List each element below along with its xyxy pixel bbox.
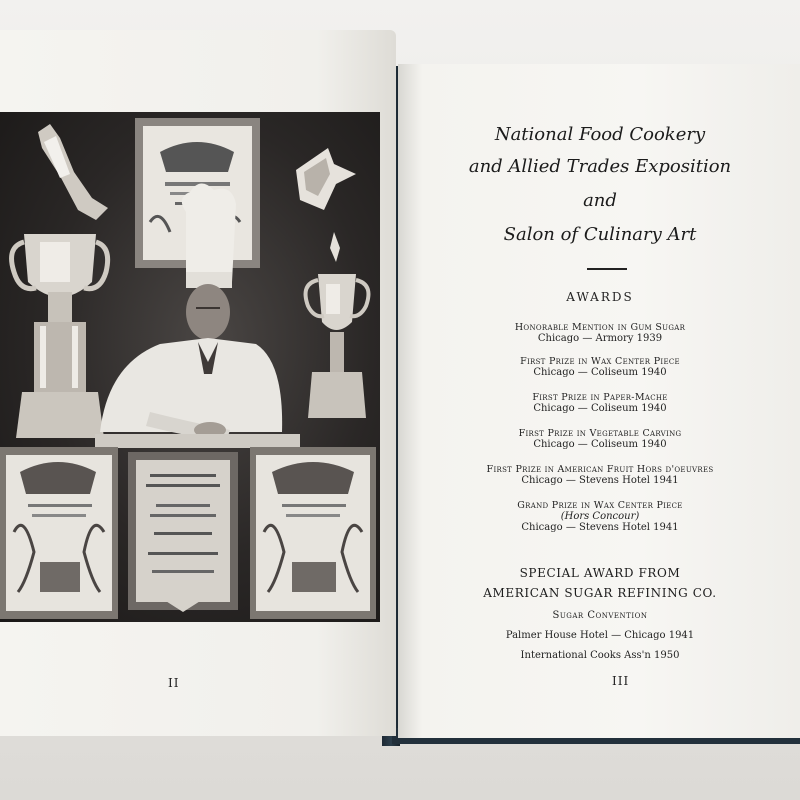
chef-figure	[95, 183, 300, 448]
award-item	[440, 392, 760, 414]
page-number-left: II	[168, 676, 180, 690]
award-title: First Prize in American Fruit Hors d'oeuvres	[486, 464, 714, 475]
large-cup-left	[12, 234, 108, 438]
title-line-1: National Food Cookery	[494, 124, 706, 145]
special-award-line-2: AMERICAN SUGAR REFINING CO.	[483, 586, 717, 600]
award-title: Grand Prize in Wax Center Piece	[517, 500, 683, 511]
large-cup-right	[306, 232, 369, 418]
award-place: Chicago — Stevens Hotel 1941	[521, 475, 679, 486]
award-place: Chicago — Stevens Hotel 1941	[521, 522, 679, 533]
sugar-work-plaque	[128, 452, 238, 612]
award-item	[440, 500, 760, 533]
award-title: Honorable Mention in Gum Sugar	[514, 322, 686, 333]
award-item	[440, 428, 760, 450]
award-item	[440, 356, 760, 378]
certificate-bottom-right	[250, 447, 376, 619]
special-award-line-1: SPECIAL AWARD FROM	[519, 566, 681, 580]
certificate-bottom-left	[0, 447, 118, 619]
special-award-line-3: Sugar Convention	[552, 610, 648, 621]
award-note: (Hors Concour)	[560, 511, 640, 522]
special-award-line-5: International Cooks Ass'n 1950	[520, 650, 680, 661]
awards-heading: AWARDS	[566, 290, 634, 304]
title-line-3: and	[583, 190, 617, 211]
title-line-4: Salon of Culinary Art	[503, 224, 697, 245]
page-number-right: III	[612, 674, 630, 688]
award-item	[440, 322, 760, 344]
award-title: First Prize in Vegetable Carving	[518, 428, 682, 439]
award-place: Chicago — Coliseum 1940	[533, 403, 667, 414]
award-item	[440, 464, 760, 486]
award-place: Chicago — Coliseum 1940	[533, 439, 667, 450]
photo-illustration	[0, 112, 380, 622]
title-line-2: and Allied Trades Exposition	[468, 156, 732, 177]
award-place: Chicago — Coliseum 1940	[533, 367, 667, 378]
chef-with-trophies-photo	[0, 112, 380, 622]
title-divider	[587, 268, 627, 270]
award-title: First Prize in Paper-Mache	[532, 392, 668, 403]
award-title: First Prize in Wax Center Piece	[520, 356, 680, 367]
special-award-line-4: Palmer House Hotel — Chicago 1941	[505, 630, 695, 641]
small-trophy-top-left	[38, 124, 108, 220]
award-place: Chicago — Armory 1939	[537, 333, 663, 344]
